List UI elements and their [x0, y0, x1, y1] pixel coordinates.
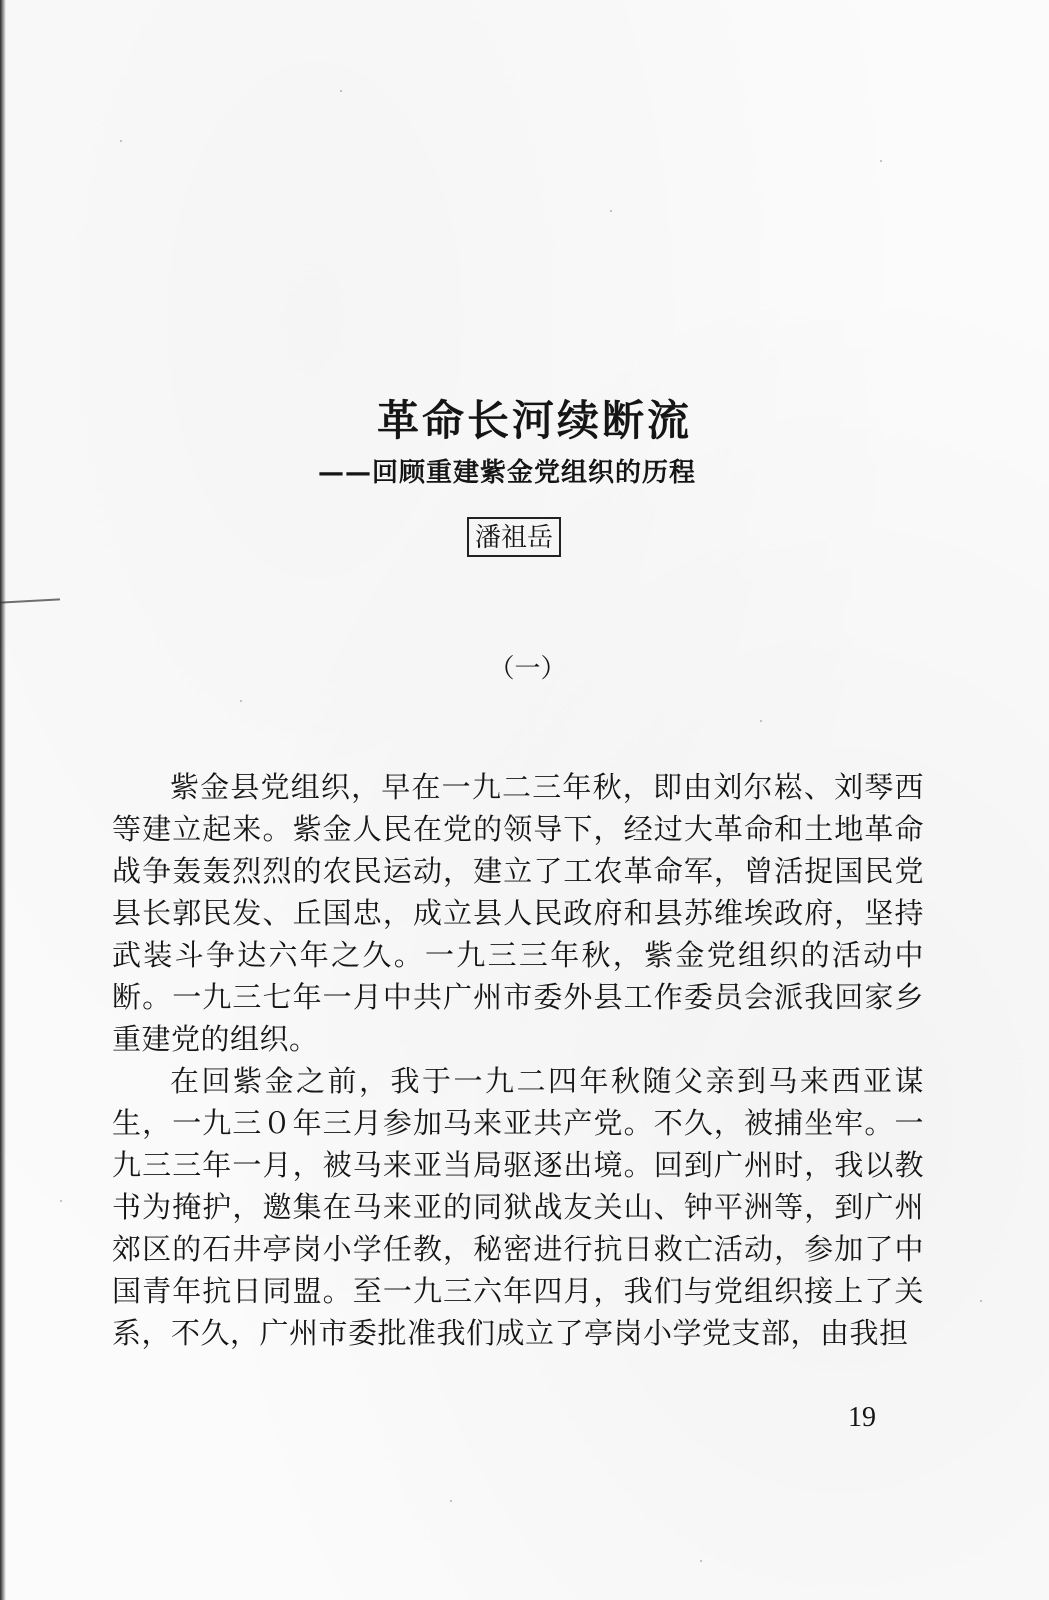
page-number: 19	[848, 1402, 876, 1433]
scan-noise	[760, 720, 762, 722]
page-binding-edge	[0, 0, 6, 1600]
article-title: 革命长河续断流	[376, 396, 692, 445]
scan-noise	[450, 1500, 452, 1502]
scan-noise	[60, 1200, 62, 1202]
paragraph-2: 在回紫金之前，我于一九二四年秋随父亲到马来西亚谋生，一九三０年三月参加马来亚共产党。不久，被捕坐牢。一九三三年一月，被马来亚当局驱逐出境。回到广州时，我以教书为掩护，邀集在马来亚的同狱战友关山、钟平洲等，到广州郊区的石井亭岗小学任教，秘密进行抗日救亡活动，参加了中国青年抗日同盟。至一九三六年四月，我们与党组织接上了关系，不久，广州市委批准我们成立了亭岗小学党支部，由我担	[112, 1064, 924, 1350]
scan-noise	[240, 700, 242, 702]
scan-noise	[340, 90, 342, 92]
scan-noise	[120, 140, 122, 142]
scan-edge-mark	[0, 598, 60, 603]
scan-noise	[610, 210, 612, 212]
scan-noise	[700, 1560, 702, 1562]
paragraph-1: 紫金县党组织，早在一九二三年秋，即由刘尔崧、刘琴西等建立起来。紫金人民在党的领导下，经过大革命和土地革命战争轰轰烈烈的农民运动，建立了工农革命军，曾活捉国民党县长郭民发、丘国忠，成立县人民政府和县苏维埃政府，坚持武装斗争达六年之久。一九三三年秋，紫金党组织的活动中断。一九三七年一月中共广州市委外县工作委员会派我回家乡重建党的组织。	[112, 770, 924, 1056]
article-body	[112, 766, 924, 1354]
section-heading: （一）	[488, 654, 567, 684]
article-subtitle: ——回顾重建紫金党组织的历程	[318, 458, 697, 488]
scan-noise	[880, 160, 882, 162]
scan-noise	[980, 1300, 982, 1302]
author-name: 潘祖岳	[467, 517, 561, 557]
